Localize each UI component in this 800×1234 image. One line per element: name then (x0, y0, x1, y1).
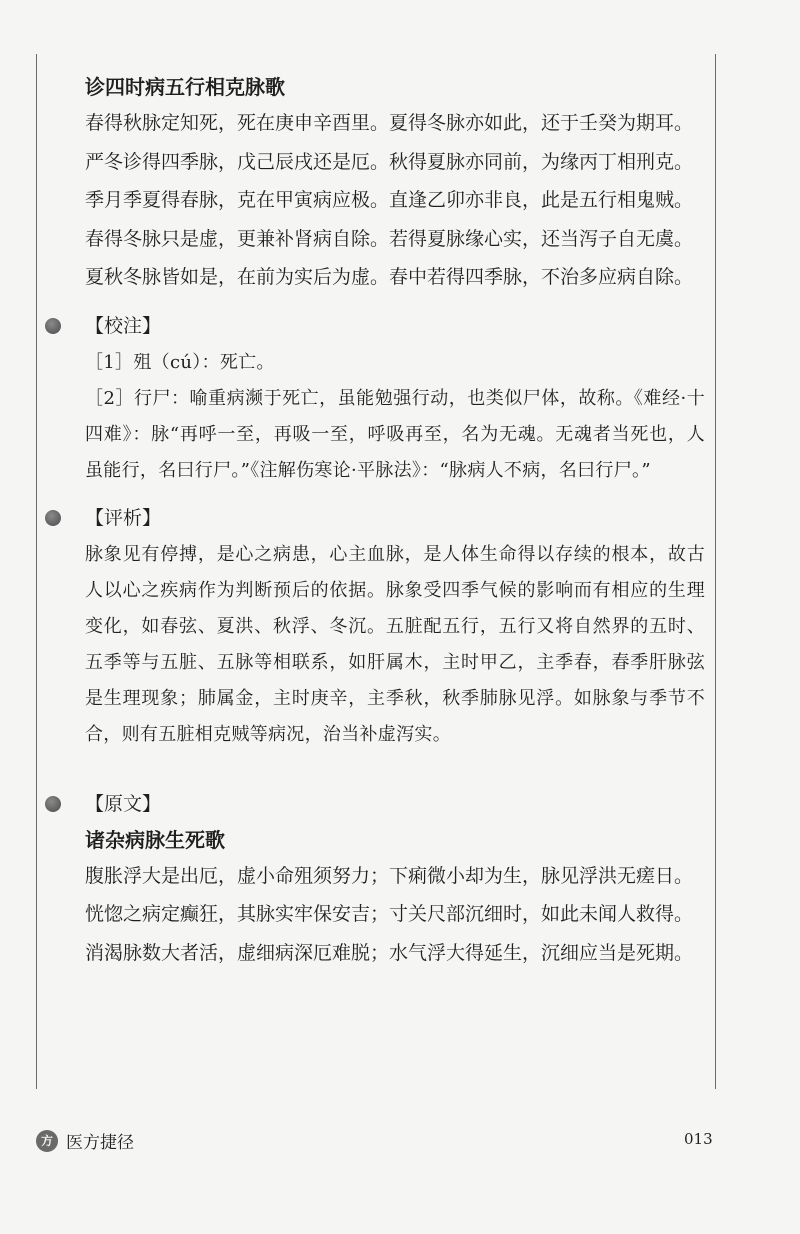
bullet-icon (45, 318, 61, 334)
original-heading (85, 787, 705, 821)
poem-verses (85, 104, 705, 297)
page-content (85, 70, 705, 972)
verse-line: 夏秋冬脉皆如是，在前为实后为虚。春中若得四季脉，不治多应病自除。 (85, 266, 694, 288)
original-title: 诸杂病脉生死歌 (85, 827, 225, 852)
note-item: ［1］殂（cú）：死亡。 (85, 351, 275, 373)
book-title: 医方捷径 (66, 1133, 134, 1153)
analysis-heading-text: 【评析】 (85, 506, 162, 529)
verse-line: 季月季夏得春脉，克在甲寅病应极。直逢乙卯亦非良，此是五行相鬼贼。 (85, 189, 694, 211)
original-verses (85, 857, 705, 973)
notes-heading-text: 【校注】 (85, 314, 162, 337)
notes-heading (85, 309, 705, 343)
verse-line: 恍惚之病定癫狂，其脉实牢保安吉；寸关尺部沉细时，如此未闻人救得。 (85, 903, 694, 925)
page-footer (0, 1126, 800, 1166)
right-margin-rule (715, 54, 716, 1089)
verse-line: 严冬诊得四季脉，戊己辰戌还是厄。秋得夏脉亦同前，为缘丙丁相刑克。 (85, 150, 694, 173)
publisher-logo-icon: 方 (36, 1130, 58, 1152)
bullet-icon (45, 510, 61, 526)
left-margin-rule (36, 54, 37, 1089)
note-item: ［2］行尸：喻重病濒于死亡，虽能勉强行动，也类似尸体，故称。《难经·十四难》：脉“再呼一至，再吸一至，呼吸再至，名为无魂。无魂者当死也，人虽能行，名曰行尸。”《注解伤寒论·平脉法》：“脉病人不病，名曰行尸。” (85, 387, 705, 481)
verse-line: 腹胀浮大是出厄，虚小命殂须努力；下痢微小却为生，脉见浮洪无瘥日。 (85, 864, 694, 887)
verse-line: 春得秋脉定知死，死在庚申辛酉里。夏得冬脉亦如此，还于壬癸为期耳。 (85, 112, 694, 134)
verse-line: 消渴脉数大者活，虚细病深厄难脱；水气浮大得延生，沉细应当是死期。 (85, 941, 694, 964)
verse-line: 春得冬脉只是虚，更兼补肾病自除。若得夏脉缘心实，还当泻子自无虞。 (85, 227, 694, 250)
bullet-icon (45, 796, 61, 812)
poem-title: 诊四时病五行相克脉歌 (85, 75, 285, 99)
original-heading-text: 【原文】 (85, 792, 162, 815)
analysis-heading (85, 501, 705, 535)
page-number: 013 (684, 1130, 713, 1148)
analysis-text: 脉象见有停搏，是心之病患，心主血脉，是人体生命得以存续的根本，故古人以心之疾病作为判断预后的依据。脉象受四季气候的影响而有相应的生理变化，如春弦、夏洪、秋浮、冬沉。五脏配五行，五行又将自然界的五时、五季等与五脏、五脉等相联系，如肝属木，主时甲乙，主季春，春季肝脉弦是生理现象；肺属金，主时庚辛，主季秋，秋季肺脉见浮。如脉象与季节不合，则有五脏相克贼等病况，治当补虚泻实。 (85, 543, 705, 745)
